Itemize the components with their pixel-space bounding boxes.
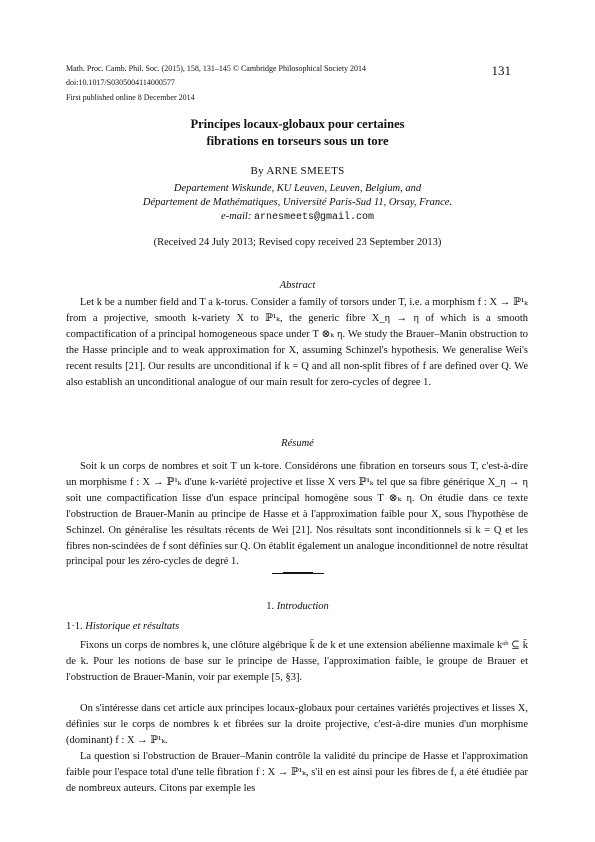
resume-text: Soit k un corps de nombres et soit T un k-tore. Considérons une fibration en torseurs sous T, c'est-à-dire un morphisme f : X → ℙ¹ₖ d'une k-variété projective et lisse X vers ℙ¹ₖ tel que sa fibre générique X_η → η soit une compactification lisse d'un espace principal homogène sous T ⊗ₖ η. On étudie dans ce texte l'obstruction de Brauer-Manin au principe de Hasse et à l'approximation faible pour X, sous l'hypothèse de Schinzel. On généralise les résultats récents de Wei [21]. Nos résultats sont inconditionnels si k = Q et les fibres non-scindées de f sont définies sur Q. On établit également un analogue inconditionnel de notre résultat principal pour les zéro-cycles de degré 1.: [66, 461, 528, 568]
author-name: ARNE SMEETS: [266, 165, 345, 177]
subsection-title: Historique et résultats: [85, 621, 180, 632]
email-address[interactable]: arnesmeets@gmail.com: [253, 212, 374, 223]
abstract-text: Let k be a number field and T a k-torus. Consider a family of torsors under T, i.e. a morphism f : X → ℙ¹ₖ from a projective, smooth k-variety X to ℙ¹ₖ, the generic fibre X_η → η of which is a smooth compactification of a principal homogeneous space under T ⊗ₖ η. We study the Brauer–Manin obstruction to the Hasse principle and to weak approximation for X, assuming Schinzel's hypothesis. We generalise Wei's recent results [21]. Our results are unconditional if k = Q and all non-split fibres of f are defined over Q. We also establish an unconditional analogue of our main result for zero-cycles of degree 1.: [66, 297, 528, 388]
intro-paragraph-3: La question si l'obstruction de Brauer–Manin contrôle la validité du principe de Hasse et l'approximation faible pour l'espace total d'une telle fibration f : X → ℙ¹ₖ, s'il en est ainsi pour les fibres de f, a été étudiée par de nombreux auteurs. Citons par exemple les: [66, 751, 528, 794]
section-divider-center: [283, 572, 313, 574]
doi: doi:10.1017/S0305004114000577: [66, 78, 175, 87]
paper-title-line-2: fibrations en torseurs sous un tore: [206, 134, 389, 148]
journal-citation: Math. Proc. Camb. Phil. Soc. (2015), 158, 131–145 © Cambridge Philosophical Society 2014: [66, 64, 367, 73]
subsection-number: 1·1.: [66, 621, 83, 632]
subsection-heading: [66, 621, 179, 632]
resume-heading: Résumé: [281, 438, 314, 449]
intro-paragraph-1: Fixons un corps de nombres k, une clôture algébrique k̄ de k et une extension abélienne maximale kᵃᵇ ⊆ k̄ de k. Pour les notions de base sur le principe de Hasse, l'approximation faible, le groupe de Brauer et l'obstruction de Brauer-Manin, voir par exemple [5, §3].: [66, 640, 528, 683]
paper-title-line-1: Principes locaux-globaux pour certaines: [190, 117, 405, 131]
affiliation-line-2: Département de Mathématiques, Université Paris-Sud 11, Orsay, France.: [142, 197, 453, 208]
received-dates: (Received 24 July 2013; Revised copy received 23 September 2013): [153, 237, 442, 248]
abstract-heading: Abstract: [279, 280, 316, 291]
author-by: By: [250, 165, 264, 177]
author-line: [0, 165, 595, 177]
page-number: 131: [491, 63, 511, 78]
intro-paragraph-2: On s'intéresse dans cet article aux principes locaux-globaux pour certaines variétés projectives et lisses X, définies sur le corps de nombres k et fibrées sur la droite projective, c'est-à-dire munies d'un morphisme (dominant) f : X → ℙ¹ₖ.: [66, 703, 528, 746]
publication-date: First published online 8 December 2014: [66, 93, 195, 102]
section-number: 1.: [266, 601, 275, 612]
email-line: [0, 210, 595, 225]
section-title: Introduction: [276, 601, 329, 612]
section-heading: [0, 601, 595, 612]
affiliation-line-1: Departement Wiskunde, KU Leuven, Leuven, Belgium, and: [173, 183, 422, 194]
email-label: e-mail:: [221, 211, 252, 222]
